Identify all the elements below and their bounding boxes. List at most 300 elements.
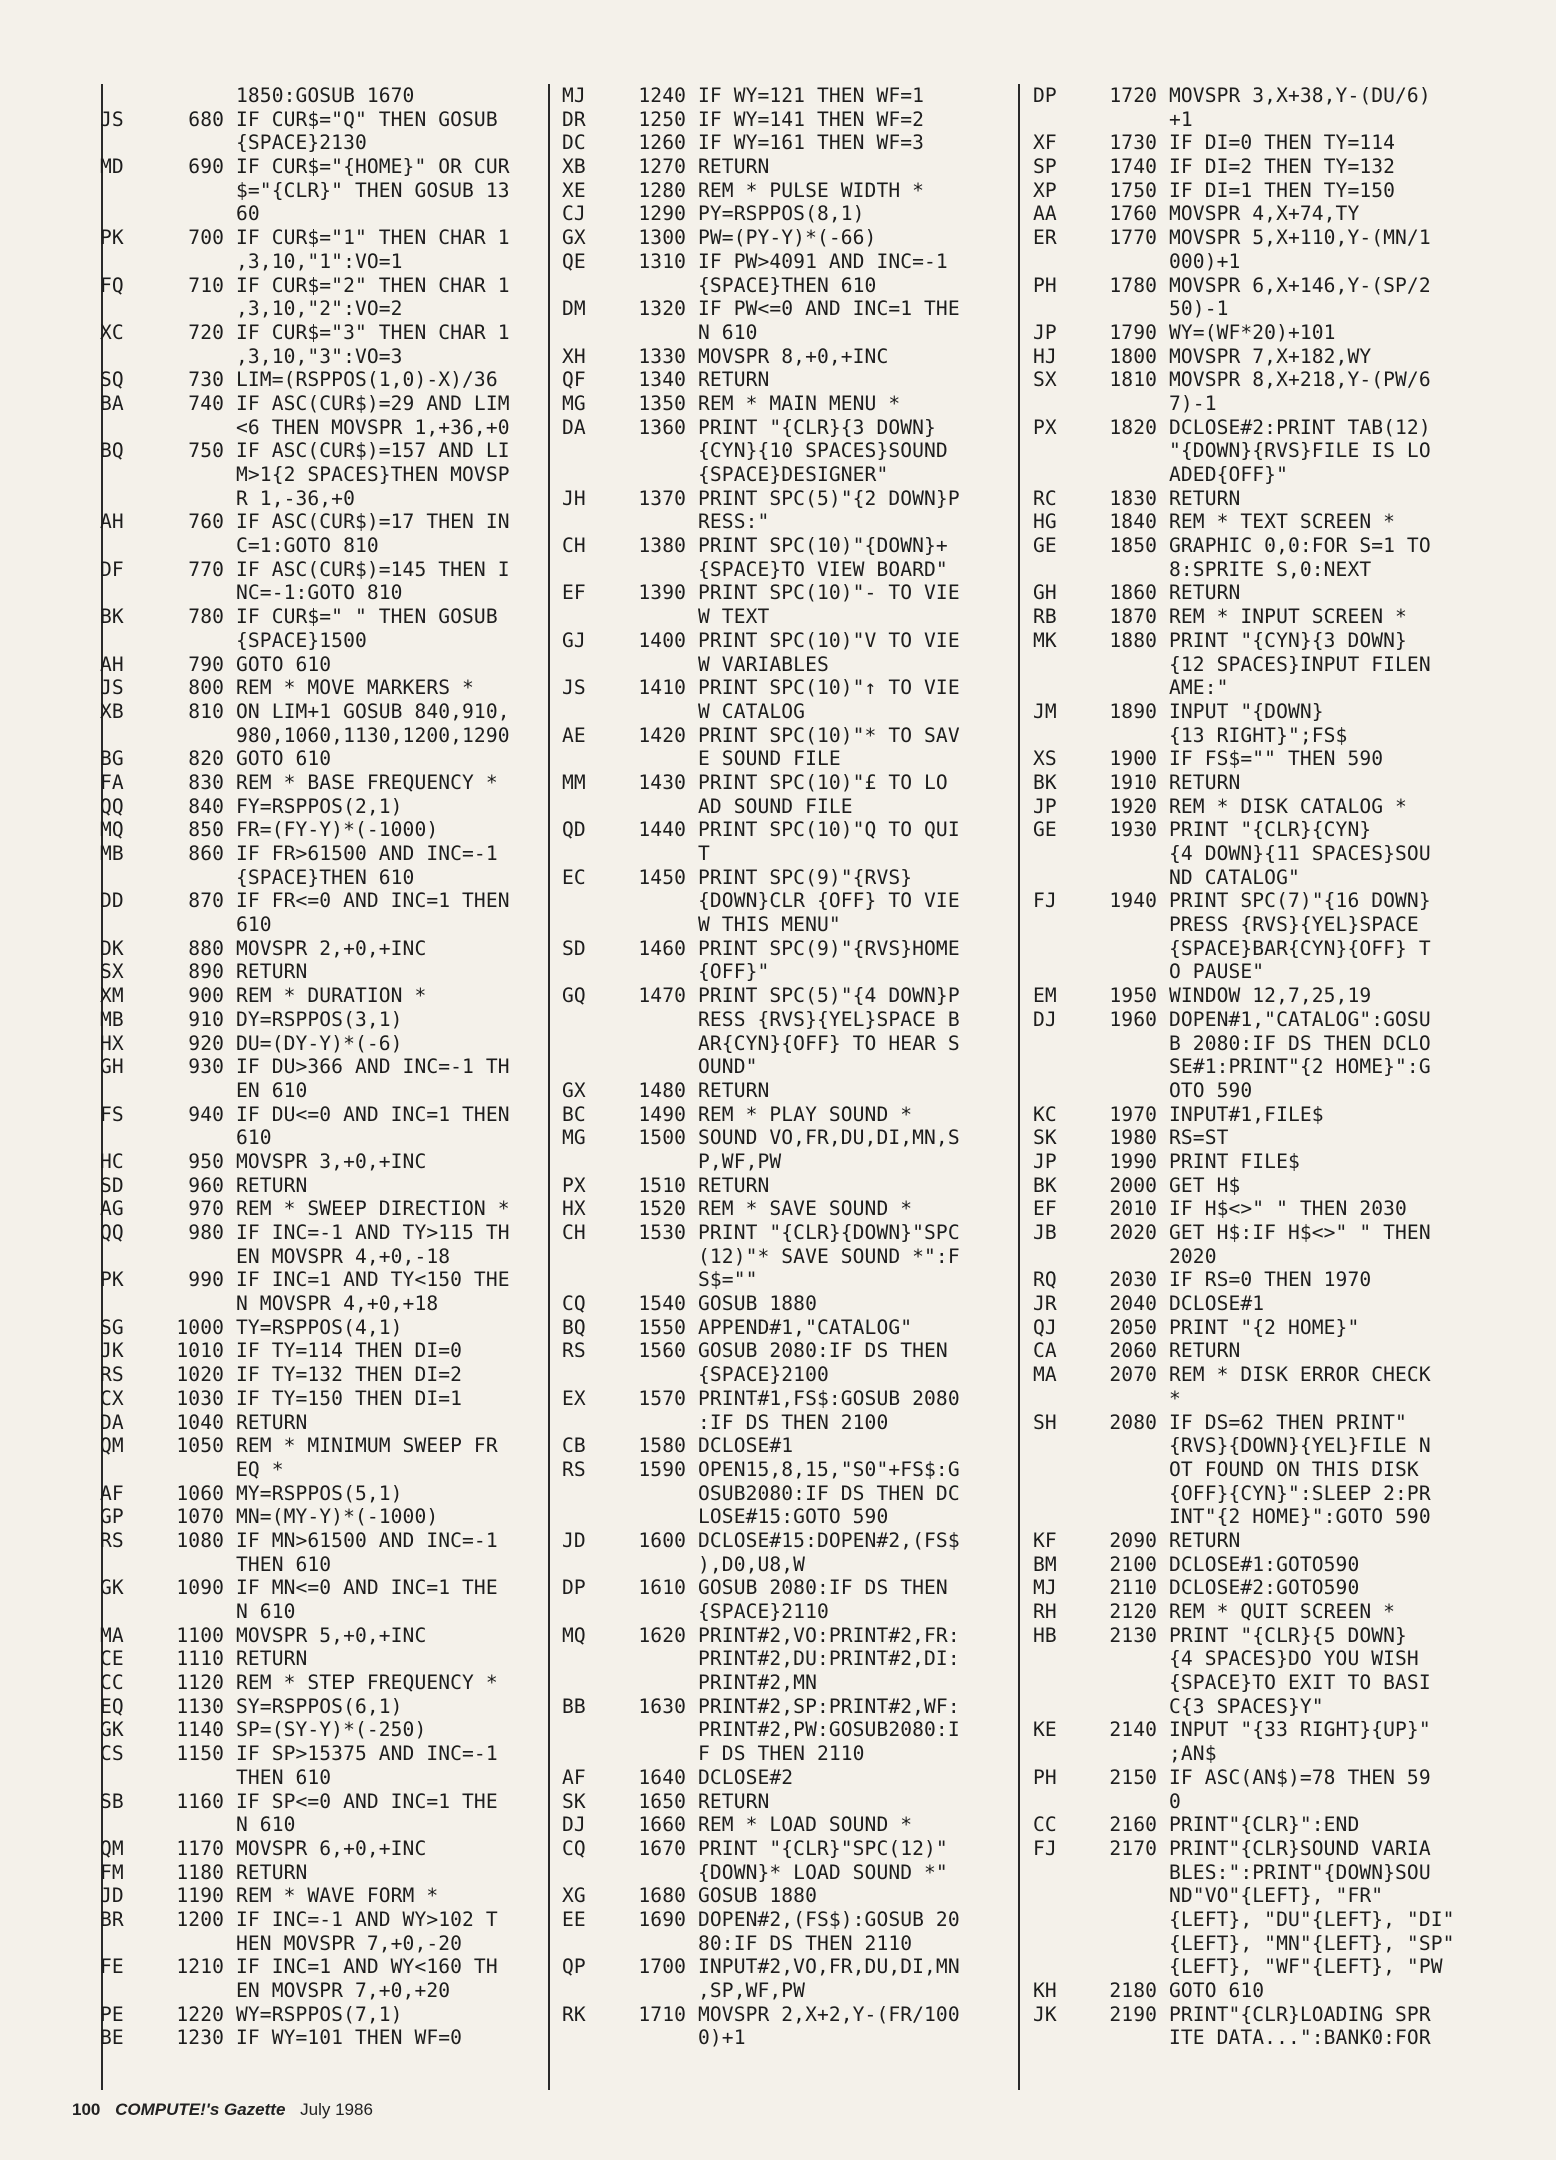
- code-line: [1033, 1292, 1503, 1316]
- basic-statement: IF MN<=0 AND INC=1 THE: [236, 1576, 498, 1600]
- basic-statement: REM * MINIMUM SWEEP FR: [236, 1434, 498, 1458]
- line-number: 1720: [1109, 84, 1157, 107]
- basic-statement: EN MOVSPR 4,+0,-18: [236, 1244, 451, 1268]
- basic-statement: N MOVSPR 4,+0,+18: [236, 1292, 439, 1316]
- column-rule-right: [1018, 84, 1020, 2090]
- line-number: 2010: [1109, 1197, 1157, 1221]
- checksum-code: EC: [562, 865, 586, 889]
- checksum-code: EM: [1033, 984, 1057, 1008]
- line-number: 770: [188, 557, 224, 581]
- code-line: [100, 1221, 540, 1245]
- code-line: [562, 1339, 1002, 1363]
- code-line-continuation: [100, 1245, 540, 1269]
- code-line: [100, 155, 540, 179]
- basic-statement: IF DI=0 THEN TY=114: [1169, 131, 1396, 155]
- code-line: [1033, 1150, 1503, 1174]
- basic-statement: S$="": [698, 1268, 758, 1292]
- checksum-code: BC: [562, 1102, 586, 1126]
- code-line: [1033, 1576, 1503, 1600]
- basic-statement: {13 RIGHT}";FS$: [1169, 723, 1348, 747]
- code-line: [562, 771, 1002, 795]
- checksum-code: JS: [562, 676, 586, 700]
- code-line-continuation: [100, 84, 540, 108]
- code-line-continuation: [100, 629, 540, 653]
- line-number: 2150: [1109, 1765, 1157, 1789]
- code-line: [1033, 1624, 1503, 1648]
- checksum-code: HX: [100, 1031, 124, 1055]
- line-number: 690: [188, 155, 224, 179]
- line-number: 1350: [638, 391, 686, 415]
- line-number: 760: [188, 510, 224, 534]
- line-number: 1850: [1109, 534, 1157, 558]
- line-number: 1260: [638, 131, 686, 155]
- code-line: [100, 1197, 540, 1221]
- basic-statement: REM * INPUT SCREEN *: [1169, 605, 1407, 629]
- line-number: 1030: [176, 1386, 224, 1410]
- checksum-code: SB: [100, 1789, 124, 1813]
- basic-statement: GOSUB 1880: [698, 1884, 817, 1908]
- code-line-continuation: [562, 1553, 1002, 1577]
- listing-column-2: [562, 84, 1002, 2050]
- checksum-code: QQ: [100, 794, 124, 818]
- line-number: 1770: [1109, 226, 1157, 250]
- checksum-code: CC: [100, 1671, 124, 1695]
- basic-statement: PRINT SPC(10)"* TO SAV: [698, 723, 960, 747]
- line-number: 2080: [1109, 1410, 1157, 1434]
- basic-statement: MOVSPR 5,+0,+INC: [236, 1623, 427, 1647]
- line-number: 2020: [1109, 1221, 1157, 1244]
- line-number: 1100: [176, 1623, 224, 1647]
- line-number: 910: [188, 1007, 224, 1031]
- code-line: [1033, 1221, 1503, 1245]
- magazine-title: COMPUTE!'s Gazette: [115, 2100, 286, 2119]
- checksum-code: MJ: [1033, 1576, 1057, 1600]
- line-number: 1920: [1109, 794, 1157, 818]
- basic-statement: PRINT#1,FS$:GOSUB 2080: [698, 1386, 960, 1410]
- line-number: 1690: [638, 1907, 686, 1931]
- code-line: [100, 274, 540, 298]
- code-line: [562, 534, 1002, 558]
- line-number: 1510: [638, 1173, 686, 1197]
- code-line: [1033, 1174, 1503, 1198]
- code-line-continuation: [100, 1600, 540, 1624]
- checksum-code: DF: [100, 557, 124, 581]
- basic-statement: DU=(DY-Y)*(-6): [236, 1031, 403, 1055]
- checksum-code: SG: [100, 1315, 124, 1339]
- code-line: [562, 202, 1002, 226]
- checksum-code: BE: [100, 2026, 124, 2050]
- code-line-continuation: [562, 1363, 1002, 1387]
- code-line: [100, 676, 540, 700]
- basic-statement: "{DOWN}{RVS}FILE IS LO: [1169, 439, 1431, 463]
- basic-statement: PRINT "{2 HOME}": [1169, 1315, 1360, 1339]
- line-number: 1040: [176, 1410, 224, 1434]
- basic-statement: W VARIABLES: [698, 652, 829, 676]
- basic-statement: RETURN: [698, 1789, 770, 1813]
- code-line: [1033, 605, 1503, 629]
- code-line-continuation: [100, 1458, 540, 1482]
- code-line-continuation: [562, 1671, 1002, 1695]
- code-line-continuation: [1033, 1245, 1503, 1269]
- basic-statement: {DOWN}* LOAD SOUND *": [698, 1860, 948, 1884]
- checksum-code: XC: [100, 320, 124, 344]
- code-line: [100, 1411, 540, 1435]
- line-number: 1520: [638, 1197, 686, 1221]
- basic-statement: MN=(MY-Y)*(-1000): [236, 1505, 439, 1529]
- checksum-code: XF: [1033, 131, 1057, 155]
- code-line-continuation: [1033, 1955, 1503, 1979]
- line-number: 930: [188, 1055, 224, 1079]
- checksum-code: PE: [100, 2002, 124, 2026]
- checksum-code: SD: [562, 936, 586, 960]
- code-line: [1033, 700, 1503, 724]
- basic-statement: {SPACE}TO EXIT TO BASI: [1169, 1671, 1431, 1695]
- checksum-code: CA: [1033, 1339, 1057, 1363]
- code-line-continuation: [562, 1268, 1002, 1292]
- basic-statement: MOVSPR 3,+0,+INC: [236, 1149, 427, 1173]
- basic-statement: REM * STEP FREQUENCY *: [236, 1671, 498, 1695]
- checksum-code: FS: [100, 1102, 124, 1126]
- code-line: [1033, 581, 1503, 605]
- checksum-code: FJ: [1033, 889, 1057, 913]
- basic-statement: REM * DISK ERROR CHECK: [1169, 1363, 1431, 1387]
- basic-statement: REM * WAVE FORM *: [236, 1884, 439, 1908]
- code-line-continuation: [562, 1245, 1002, 1269]
- line-number: 1800: [1109, 344, 1157, 368]
- checksum-code: CX: [100, 1386, 124, 1410]
- code-line-continuation: [1033, 676, 1503, 700]
- checksum-code: JS: [100, 107, 124, 131]
- line-number: 1340: [638, 368, 686, 392]
- code-line: [562, 1458, 1002, 1482]
- checksum-code: ER: [1033, 226, 1057, 250]
- checksum-code: DK: [100, 936, 124, 960]
- line-number: 1890: [1109, 699, 1157, 723]
- code-line: [562, 1908, 1002, 1932]
- code-line: [1033, 534, 1503, 558]
- code-line: [1033, 487, 1503, 511]
- checksum-code: MD: [100, 155, 124, 179]
- line-number: 1710: [638, 2002, 686, 2026]
- line-number: 850: [188, 818, 224, 842]
- checksum-code: QD: [562, 818, 586, 842]
- code-line: [1033, 1126, 1503, 1150]
- basic-statement: 0)+1: [698, 2026, 746, 2050]
- line-number: 1500: [638, 1126, 686, 1150]
- basic-statement: DOPEN#1,"CATALOG":GOSU: [1169, 1007, 1431, 1031]
- code-line: [1033, 818, 1503, 842]
- checksum-code: GE: [1033, 534, 1057, 558]
- line-number: 1670: [638, 1836, 686, 1860]
- checksum-code: PX: [562, 1173, 586, 1197]
- basic-statement: PRINT#2,DU:PRINT#2,DI:: [698, 1647, 960, 1671]
- line-number: 740: [188, 391, 224, 415]
- code-line: [1033, 984, 1503, 1008]
- basic-statement: 8:SPRITE S,0:NEXT: [1169, 557, 1372, 581]
- basic-statement: MOVSPR 8,+0,+INC: [698, 344, 889, 368]
- checksum-code: DA: [562, 415, 586, 439]
- code-line-continuation: [562, 510, 1002, 534]
- line-number: 2030: [1109, 1268, 1157, 1292]
- checksum-code: QQ: [100, 1221, 124, 1244]
- code-line: [100, 1718, 540, 1742]
- basic-statement: INPUT#1,FILE$: [1169, 1102, 1324, 1126]
- code-line: [1033, 1718, 1503, 1742]
- line-number: 940: [188, 1102, 224, 1126]
- line-number: 1830: [1109, 486, 1157, 510]
- checksum-code: PH: [1033, 273, 1057, 297]
- line-number: 720: [188, 320, 224, 344]
- checksum-code: CC: [1033, 1813, 1057, 1837]
- checksum-code: XE: [562, 178, 586, 202]
- line-number: 1220: [176, 2002, 224, 2026]
- checksum-code: AH: [100, 652, 124, 676]
- basic-statement: IF RS=0 THEN 1970: [1169, 1268, 1372, 1292]
- checksum-code: JK: [1033, 2002, 1057, 2026]
- basic-statement: MOVSPR 2,X+2,Y-(FR/100: [698, 2002, 960, 2026]
- checksum-code: JD: [100, 1884, 124, 1908]
- basic-statement: PRINT SPC(9)"{RVS}HOME: [698, 936, 960, 960]
- basic-statement: PRINT#2,PW:GOSUB2080:I: [698, 1718, 960, 1742]
- basic-statement: $="{CLR}" THEN GOSUB 13: [236, 178, 510, 202]
- code-line-continuation: [100, 1932, 540, 1956]
- code-line: [562, 487, 1002, 511]
- line-number: 2100: [1109, 1552, 1157, 1576]
- line-number: 1990: [1109, 1149, 1157, 1173]
- line-number: 1140: [176, 1718, 224, 1742]
- basic-statement: PRINT SPC(10)"Q TO QUI: [698, 818, 960, 842]
- code-line: [562, 84, 1002, 108]
- basic-statement: PRINT "{CLR}"SPC(12)": [698, 1836, 948, 1860]
- basic-statement: IF INC=-1 AND WY>102 T: [236, 1907, 498, 1931]
- basic-statement: {SPACE}2100: [698, 1363, 829, 1387]
- code-line-continuation: [1033, 960, 1503, 984]
- code-line: [1033, 1813, 1503, 1837]
- basic-statement: ADED{OFF}": [1169, 463, 1288, 486]
- code-line: [100, 1576, 540, 1600]
- basic-statement: IF INC=1 AND TY<150 THE: [236, 1268, 510, 1292]
- basic-statement: {RVS}{DOWN}{YEL}FILE N: [1169, 1434, 1431, 1458]
- code-line: [1033, 1411, 1503, 1435]
- code-line-continuation: [100, 1553, 540, 1577]
- code-line: [100, 1955, 540, 1979]
- code-line-continuation: [1033, 108, 1503, 132]
- code-line: [1033, 1268, 1503, 1292]
- line-number: 1980: [1109, 1126, 1157, 1150]
- line-number: 1730: [1109, 131, 1157, 155]
- code-line-continuation: [100, 250, 540, 274]
- basic-statement: PY=RSPPOS(8,1): [698, 202, 865, 226]
- line-number: 1570: [638, 1386, 686, 1410]
- basic-statement: MOVSPR 8,X+218,Y-(PW/6: [1169, 368, 1431, 392]
- checksum-code: EF: [1033, 1197, 1057, 1221]
- line-number: 1910: [1109, 770, 1157, 794]
- line-number: 1210: [176, 1955, 224, 1979]
- code-line: [100, 1055, 540, 1079]
- line-number: 1590: [638, 1457, 686, 1481]
- line-number: 840: [188, 794, 224, 818]
- basic-statement: PRINT SPC(10)"- TO VIE: [698, 581, 960, 605]
- checksum-code: SP: [1033, 155, 1057, 179]
- line-number: 2140: [1109, 1718, 1157, 1742]
- code-line-continuation: [1033, 842, 1503, 866]
- line-number: 870: [188, 889, 224, 913]
- code-line-continuation: [100, 1079, 540, 1103]
- basic-statement: FR=(FY-Y)*(-1000): [236, 818, 439, 842]
- line-number: 1780: [1109, 273, 1157, 297]
- basic-statement: REM * MOVE MARKERS *: [236, 676, 474, 700]
- code-line: [1033, 416, 1503, 440]
- basic-statement: MOVSPR 4,X+74,TY: [1169, 202, 1360, 226]
- code-line: [1033, 202, 1503, 226]
- code-line: [562, 1292, 1002, 1316]
- code-line-continuation: [562, 2026, 1002, 2050]
- checksum-code: GP: [100, 1505, 124, 1529]
- code-line-continuation: [562, 605, 1002, 629]
- basic-statement: *: [1169, 1386, 1181, 1410]
- basic-statement: :IF DS THEN 2100: [698, 1410, 889, 1434]
- code-line: [100, 510, 540, 534]
- basic-statement: INT"{2 HOME}":GOTO 590: [1169, 1505, 1431, 1529]
- basic-statement: DCLOSE#2: [698, 1765, 794, 1789]
- code-line: [562, 226, 1002, 250]
- basic-statement: MOVSPR 7,X+182,WY: [1169, 344, 1372, 368]
- code-line: [562, 2003, 1002, 2027]
- checksum-code: DR: [562, 107, 586, 131]
- line-number: 1240: [638, 84, 686, 107]
- code-line-continuation: [1033, 558, 1503, 582]
- line-number: 1950: [1109, 984, 1157, 1008]
- checksum-code: BK: [100, 605, 124, 629]
- line-number: 890: [188, 960, 224, 984]
- checksum-code: CB: [562, 1434, 586, 1458]
- line-number: 1660: [638, 1813, 686, 1837]
- code-line: [562, 131, 1002, 155]
- code-line: [100, 1150, 540, 1174]
- basic-statement: 2020: [1169, 1244, 1217, 1268]
- code-line-continuation: [562, 795, 1002, 819]
- code-line: [100, 1316, 540, 1340]
- basic-statement: EN MOVSPR 7,+0,+20: [236, 1979, 451, 2002]
- code-line: [1033, 629, 1503, 653]
- checksum-code: HX: [562, 1197, 586, 1221]
- basic-statement: LIM=(RSPPOS(1,0)-X)/36: [236, 368, 498, 392]
- code-line: [1033, 1316, 1503, 1340]
- line-number: 980: [188, 1221, 224, 1244]
- basic-statement: ND"VO"{LEFT}, "FR": [1169, 1884, 1384, 1908]
- line-number: 1700: [638, 1955, 686, 1979]
- basic-statement: R 1,-36,+0: [236, 486, 355, 510]
- line-number: 1820: [1109, 415, 1157, 439]
- code-line: [100, 700, 540, 724]
- code-line: [100, 439, 540, 463]
- code-line: [562, 250, 1002, 274]
- basic-statement: INPUT "{DOWN}: [1169, 699, 1324, 723]
- line-number: 900: [188, 984, 224, 1008]
- basic-statement: {4 DOWN}{11 SPACES}SOU: [1169, 842, 1431, 865]
- code-line-continuation: [562, 1979, 1002, 2003]
- line-number: 860: [188, 842, 224, 865]
- basic-statement: IF WY=141 THEN WF=2: [698, 107, 925, 131]
- checksum-code: FQ: [100, 273, 124, 297]
- line-number: 880: [188, 936, 224, 960]
- basic-statement: {4 SPACES}DO YOU WISH: [1169, 1647, 1419, 1671]
- code-line: [562, 179, 1002, 203]
- line-number: 1450: [638, 865, 686, 889]
- code-line: [1033, 1363, 1503, 1387]
- basic-statement: 610: [236, 913, 272, 937]
- code-line: [562, 368, 1002, 392]
- code-line-continuation: [1033, 1647, 1503, 1671]
- code-line-continuation: [100, 534, 540, 558]
- line-number: 1640: [638, 1765, 686, 1789]
- basic-statement: REM * BASE FREQUENCY *: [236, 770, 498, 794]
- basic-statement: MOVSPR 6,+0,+INC: [236, 1836, 427, 1860]
- checksum-code: AF: [100, 1481, 124, 1505]
- basic-statement: GET H$:IF H$<>" " THEN: [1169, 1221, 1431, 1244]
- code-line: [562, 1837, 1002, 1861]
- checksum-code: XP: [1033, 178, 1057, 202]
- code-line: [562, 1079, 1002, 1103]
- basic-statement: ITE DATA...":BANK0:FOR: [1169, 2026, 1431, 2050]
- basic-statement: THEN 610: [236, 1765, 332, 1789]
- basic-statement: REM * DISK CATALOG *: [1169, 794, 1407, 818]
- basic-statement: PRESS {RVS}{YEL}SPACE: [1169, 913, 1419, 937]
- basic-statement: {SPACE}THEN 610: [236, 865, 415, 889]
- basic-statement: E SOUND FILE: [698, 747, 841, 771]
- code-line-continuation: [1033, 1482, 1503, 1506]
- checksum-code: CS: [100, 1742, 124, 1766]
- code-line-continuation: [1033, 1032, 1503, 1056]
- code-line-continuation: [100, 202, 540, 226]
- code-line: [100, 368, 540, 392]
- basic-statement: PRINT SPC(9)"{RVS}: [698, 865, 913, 889]
- basic-statement: IF CUR$="1" THEN CHAR 1: [236, 226, 510, 250]
- line-number: 1300: [638, 226, 686, 250]
- line-number: 2090: [1109, 1528, 1157, 1552]
- code-line-continuation: [562, 1482, 1002, 1506]
- line-number: 730: [188, 368, 224, 392]
- code-line: [1033, 2003, 1503, 2027]
- line-number: 1000: [176, 1315, 224, 1339]
- checksum-code: DM: [562, 297, 586, 321]
- checksum-code: BK: [1033, 770, 1057, 794]
- code-line-continuation: [100, 913, 540, 937]
- basic-statement: N 610: [698, 320, 758, 344]
- code-line: [562, 1316, 1002, 1340]
- checksum-code: BR: [100, 1907, 124, 1931]
- code-line-continuation: [1033, 1695, 1503, 1719]
- basic-statement: IF CUR$=" " THEN GOSUB: [236, 605, 498, 629]
- basic-statement: FY=RSPPOS(2,1): [236, 794, 403, 818]
- checksum-code: HG: [1033, 510, 1057, 534]
- checksum-code: PK: [100, 1268, 124, 1292]
- basic-statement: ,3,10,"1":VO=1: [236, 249, 403, 273]
- line-number: 1790: [1109, 320, 1157, 344]
- basic-statement: DCLOSE#1:GOTO590: [1169, 1552, 1360, 1576]
- basic-statement: AME:": [1169, 676, 1229, 700]
- line-number: 1370: [638, 486, 686, 510]
- code-line: [100, 1339, 540, 1363]
- checksum-code: GK: [100, 1576, 124, 1600]
- line-number: 1550: [638, 1315, 686, 1339]
- basic-statement: PRINT"{CLR}":END: [1169, 1813, 1360, 1837]
- basic-statement: APPEND#1,"CATALOG": [698, 1315, 913, 1339]
- line-number: 1400: [638, 628, 686, 652]
- checksum-code: MA: [1033, 1363, 1057, 1387]
- code-line: [562, 1790, 1002, 1814]
- basic-statement: IF DI=2 THEN TY=132: [1169, 155, 1396, 179]
